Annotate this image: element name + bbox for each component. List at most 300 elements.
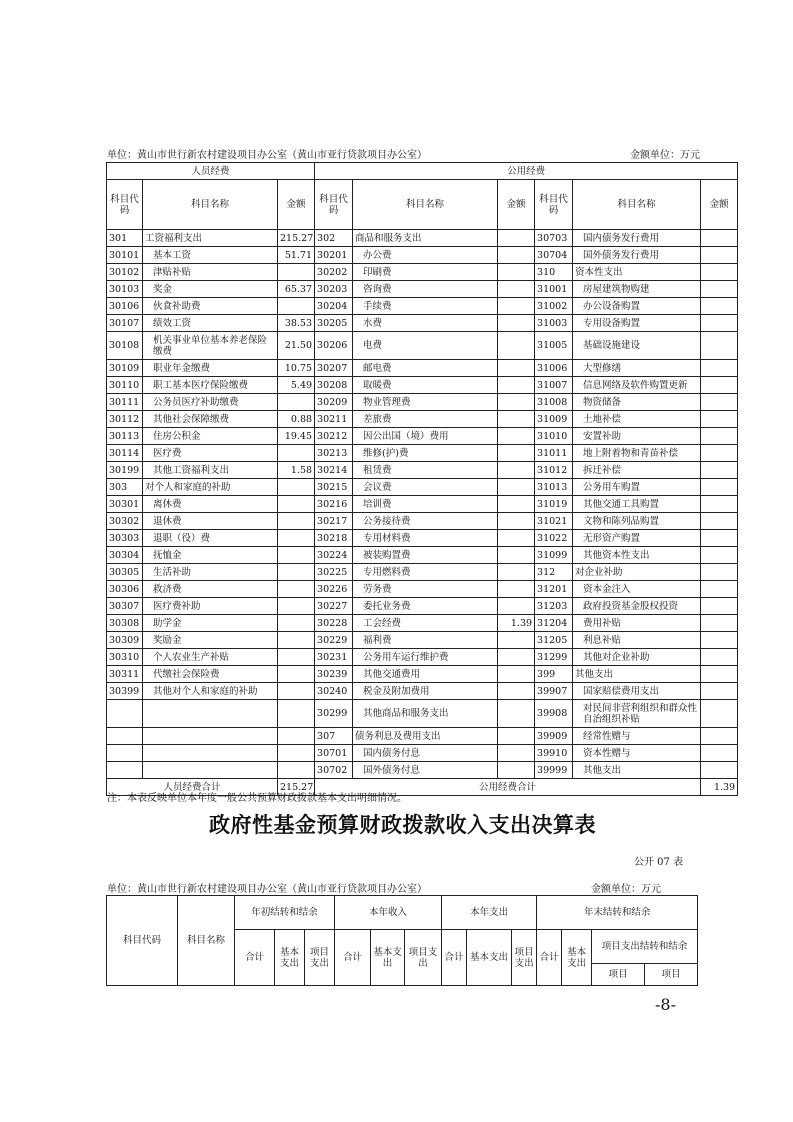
header-total: 合计: [335, 930, 371, 986]
cell-amount: [498, 598, 535, 615]
cell-name: 因公出国（境）费用: [353, 428, 498, 445]
cell-amount: 10.75: [278, 360, 315, 377]
cell-name: 其他商品和服务支出: [353, 700, 498, 728]
cell-amount: [701, 547, 738, 564]
cell-code: 31201: [535, 581, 573, 598]
header-basic: 基本支出: [371, 930, 405, 986]
cell-name: 培训费: [353, 496, 498, 513]
cell-name: 专用燃料费: [353, 564, 498, 581]
cell-code: 30217: [315, 513, 353, 530]
cell-name: 其他支出: [573, 666, 701, 683]
cell-amount: [498, 666, 535, 683]
header-code: 科目代码: [535, 180, 573, 230]
table-row: [107, 428, 738, 445]
cell-name: 电费: [353, 332, 498, 360]
cell-code: 31001: [535, 281, 573, 298]
cell-code: 30209: [315, 394, 353, 411]
cell-amount: [701, 666, 738, 683]
page-number: -8-: [655, 995, 676, 1014]
cell-name: 大型修缮: [573, 360, 701, 377]
cell-code: 30108: [107, 332, 143, 360]
cell-code: 31021: [535, 513, 573, 530]
table-row: [107, 496, 738, 513]
cell-amount: [498, 762, 535, 779]
cell-code: 30101: [107, 247, 143, 264]
cell-name: 专用材料费: [353, 530, 498, 547]
header-name: 科目名称: [353, 180, 498, 230]
header-amount: 金额: [498, 180, 535, 230]
column-header-row: [107, 180, 738, 230]
cell-name: 其他资本性支出: [573, 547, 701, 564]
cell-name: 办公设备购置: [573, 298, 701, 315]
cell-code: 30299: [315, 700, 353, 728]
cell-code: [107, 728, 143, 745]
cell-name: 住房公积金: [143, 428, 278, 445]
header-project: 项目支出: [512, 930, 537, 986]
cell-code: 30228: [315, 615, 353, 632]
cell-name: 物资储备: [573, 394, 701, 411]
table-row: [107, 649, 738, 666]
cell-code: 30701: [315, 745, 353, 762]
cell-name: 国外债务付息: [353, 762, 498, 779]
cell-name: 国家赔偿费用支出: [573, 683, 701, 700]
header-basic: 基本支出: [275, 930, 305, 986]
cell-amount: [278, 298, 315, 315]
cell-code: 30113: [107, 428, 143, 445]
table-row: [107, 762, 738, 779]
cell-amount: [498, 496, 535, 513]
cell-name: 取暖费: [353, 377, 498, 394]
cell-amount: [498, 462, 535, 479]
cell-name: 资本性支出: [573, 264, 701, 281]
form-number: 公开 07 表: [634, 857, 684, 868]
cell-name: 文物和陈列品购置: [573, 513, 701, 530]
group-header-row: [107, 163, 738, 180]
cell-amount: [498, 264, 535, 281]
cell-amount: [498, 247, 535, 264]
table-row: [107, 315, 738, 332]
cell-code: 30229: [315, 632, 353, 649]
cell-code: 30109: [107, 360, 143, 377]
cell-amount: [278, 683, 315, 700]
table-row: [107, 479, 738, 496]
cell-name: 印刷费: [353, 264, 498, 281]
cell-name: 救济费: [143, 581, 278, 598]
table-row: [107, 683, 738, 700]
cell-amount: [278, 496, 315, 513]
table-row: [107, 377, 738, 394]
cell-amount: [278, 547, 315, 564]
cell-code: 30201: [315, 247, 353, 264]
cell-name: 其他社会保障缴费: [143, 411, 278, 428]
cell-name: 生活补助: [143, 564, 278, 581]
header-total: 合计: [537, 930, 562, 986]
group-expend: 本年支出: [442, 896, 537, 930]
unit-label-2: 单位：黄山市世行新农村建设项目办公室（黄山市亚行贷款项目办公室）: [107, 884, 427, 895]
cell-name: 差旅费: [353, 411, 498, 428]
cell-amount: [701, 745, 738, 762]
cell-code: 30214: [315, 462, 353, 479]
table-row: [107, 745, 738, 762]
cell-name: 对企业补助: [573, 564, 701, 581]
cell-amount: [278, 598, 315, 615]
table-row: [107, 513, 738, 530]
cell-amount: [701, 530, 738, 547]
cell-amount: [701, 428, 738, 445]
cell-name: 会议费: [353, 479, 498, 496]
cell-name: 其他交通工具购置: [573, 496, 701, 513]
group-income: 本年收入: [335, 896, 442, 930]
cell-code: 30213: [315, 445, 353, 462]
cell-amount: [498, 230, 535, 247]
cell-name: 医疗费补助: [143, 598, 278, 615]
group-end: 年末结转和结余: [537, 896, 698, 930]
cell-amount: [278, 615, 315, 632]
header-item: 项目: [645, 964, 698, 986]
cell-amount: 215.27: [278, 230, 315, 247]
table-row: [107, 247, 738, 264]
cell-name: 利息补贴: [573, 632, 701, 649]
cell-name: 商品和服务支出: [353, 230, 498, 247]
cell-amount: 0.88: [278, 411, 315, 428]
cell-name: 资本金注入: [573, 581, 701, 598]
cell-amount: 51.71: [278, 247, 315, 264]
cell-code: 31008: [535, 394, 573, 411]
cell-code: 30305: [107, 564, 143, 581]
cell-name: 津贴补贴: [143, 264, 278, 281]
cell-name: 奖励金: [143, 632, 278, 649]
cell-name: 工资福利支出: [143, 230, 278, 247]
header-name: 科目名称: [573, 180, 701, 230]
cell-name: 职工基本医疗保险缴费: [143, 377, 278, 394]
cell-name: 公务用车运行维护费: [353, 649, 498, 666]
table-row: [107, 581, 738, 598]
header-amount: 金额: [278, 180, 315, 230]
cell-name: 退职（役）费: [143, 530, 278, 547]
cell-name: 水费: [353, 315, 498, 332]
unit-label: 单位：黄山市世行新农村建设项目办公室（黄山市亚行贷款项目办公室）: [107, 150, 427, 161]
cell-code: 30225: [315, 564, 353, 581]
cell-code: 31099: [535, 547, 573, 564]
cell-amount: [701, 462, 738, 479]
cell-name: 邮电费: [353, 360, 498, 377]
cell-name: 税金及附加费用: [353, 683, 498, 700]
cell-amount: [498, 445, 535, 462]
cell-name: 公务员医疗补助缴费: [143, 394, 278, 411]
table-row: [107, 632, 738, 649]
cell-amount: [498, 581, 535, 598]
cell-code: 30111: [107, 394, 143, 411]
cell-code: 30206: [315, 332, 353, 360]
cell-code: 31007: [535, 377, 573, 394]
cell-name: 债务利息及费用支出: [353, 728, 498, 745]
cell-name: 离休费: [143, 496, 278, 513]
cell-code: 30227: [315, 598, 353, 615]
cell-name: 地上附着物和青苗补偿: [573, 445, 701, 462]
cell-amount: [498, 564, 535, 581]
cell-code: 31204: [535, 615, 573, 632]
cell-code: 31012: [535, 462, 573, 479]
header-total: 合计: [235, 930, 275, 986]
cell-name: 对民间非营利组织和群众性自治组织补贴: [573, 700, 701, 728]
cell-code: 30307: [107, 598, 143, 615]
cell-code: 30308: [107, 615, 143, 632]
header-project-carry: 项目支出结转和结余: [592, 930, 698, 964]
cell-amount: [278, 264, 315, 281]
cell-name: 咨询费: [353, 281, 498, 298]
header-item: 项目: [592, 964, 645, 986]
cell-code: 39910: [535, 745, 573, 762]
cell-amount: 21.50: [278, 332, 315, 360]
cell-amount: [701, 513, 738, 530]
cell-code: 30103: [107, 281, 143, 298]
cell-name: 个人农业生产补贴: [143, 649, 278, 666]
cell-code: 30309: [107, 632, 143, 649]
table-row: [107, 230, 738, 247]
cell-amount: [701, 298, 738, 315]
cell-amount: [498, 377, 535, 394]
cell-name: 其他支出: [573, 762, 701, 779]
table-row: [107, 666, 738, 683]
cell-amount: 38.53: [278, 315, 315, 332]
cell-code: 307: [315, 728, 353, 745]
cell-code: 399: [535, 666, 573, 683]
cell-code: 312: [535, 564, 573, 581]
cell-code: 30205: [315, 315, 353, 332]
cell-code: 302: [315, 230, 353, 247]
cell-name: 手续费: [353, 298, 498, 315]
cell-amount: [701, 598, 738, 615]
cell-amount: [701, 394, 738, 411]
cell-name: 对个人和家庭的补助: [143, 479, 278, 496]
cell-amount: [498, 281, 535, 298]
header-code: 科目代码: [315, 180, 353, 230]
cell-code: 30202: [315, 264, 353, 281]
cell-code: 31013: [535, 479, 573, 496]
table-row: [107, 564, 738, 581]
cell-amount: 65.37: [278, 281, 315, 298]
table-row: [107, 547, 738, 564]
table-row: [107, 728, 738, 745]
cell-amount: [498, 411, 535, 428]
cell-amount: [498, 683, 535, 700]
cell-code: 30301: [107, 496, 143, 513]
cell-name: 福利费: [353, 632, 498, 649]
table-note: 注：本表反映单位本年度一般公共预算财政拨款基本支出明细情况。: [107, 793, 407, 804]
cell-name: 政府投资基金股权投资: [573, 598, 701, 615]
cell-code: 30216: [315, 496, 353, 513]
cell-name: 奖金: [143, 281, 278, 298]
cell-amount: [498, 745, 535, 762]
cell-name: 委托业务费: [353, 598, 498, 615]
cell-amount: 1.58: [278, 462, 315, 479]
cell-amount: [701, 247, 738, 264]
cell-name: 绩效工资: [143, 315, 278, 332]
cell-code: 30702: [315, 762, 353, 779]
cell-amount: [701, 315, 738, 332]
cell-name: 安置补助: [573, 428, 701, 445]
cell-code: 30102: [107, 264, 143, 281]
table-row: [107, 462, 738, 479]
total-public-label: 公用经费合计: [315, 779, 701, 796]
cell-name: 基本工资: [143, 247, 278, 264]
cell-name: 抚恤金: [143, 547, 278, 564]
cell-amount: [701, 445, 738, 462]
basic-expenditure-table: [106, 162, 738, 796]
cell-amount: [498, 315, 535, 332]
cell-amount: [278, 700, 315, 728]
cell-code: 30107: [107, 315, 143, 332]
cell-amount: [278, 632, 315, 649]
cell-amount: [498, 479, 535, 496]
table-row: [107, 332, 738, 360]
cell-code: 30208: [315, 377, 353, 394]
cell-amount: [701, 479, 738, 496]
cell-code: 39908: [535, 700, 573, 728]
cell-code: 30110: [107, 377, 143, 394]
cell-code: 30311: [107, 666, 143, 683]
cell-amount: [701, 230, 738, 247]
cell-amount: [278, 513, 315, 530]
table-row: [107, 394, 738, 411]
cell-code: 31005: [535, 332, 573, 360]
cell-code: 30239: [315, 666, 353, 683]
cell-code: 30106: [107, 298, 143, 315]
cell-name: [143, 728, 278, 745]
cell-amount: [701, 615, 738, 632]
cell-code: 30207: [315, 360, 353, 377]
cell-name: 劳务费: [353, 581, 498, 598]
cell-code: 30302: [107, 513, 143, 530]
cell-code: 30399: [107, 683, 143, 700]
cell-amount: [278, 581, 315, 598]
cell-amount: [278, 762, 315, 779]
cell-name: 助学金: [143, 615, 278, 632]
cell-code: 31002: [535, 298, 573, 315]
header-basic: 基本支出: [467, 930, 512, 986]
cell-name: 经常性赠与: [573, 728, 701, 745]
cell-amount: [701, 360, 738, 377]
cell-name: 被装购置费: [353, 547, 498, 564]
cell-amount: [498, 530, 535, 547]
cell-code: 30240: [315, 683, 353, 700]
cell-name: 物业管理费: [353, 394, 498, 411]
cell-amount: [498, 428, 535, 445]
cell-amount: [498, 298, 535, 315]
cell-amount: [701, 496, 738, 513]
cell-code: 30204: [315, 298, 353, 315]
cell-code: 30224: [315, 547, 353, 564]
table-row: [107, 530, 738, 547]
header-basic: 基本支出: [562, 930, 592, 986]
cell-code: 30303: [107, 530, 143, 547]
cell-amount: [701, 728, 738, 745]
cell-code: 31022: [535, 530, 573, 547]
cell-amount: [701, 632, 738, 649]
group-begin: 年初结转和结余: [235, 896, 335, 930]
cell-amount: 5.49: [278, 377, 315, 394]
cell-name: 房屋建筑物购建: [573, 281, 701, 298]
cell-code: 30704: [535, 247, 573, 264]
cell-amount: 1.39: [498, 615, 535, 632]
cell-code: 31009: [535, 411, 573, 428]
cell-name: 其他交通费用: [353, 666, 498, 683]
cell-code: 31299: [535, 649, 573, 666]
cell-code: 31003: [535, 315, 573, 332]
cell-amount: [278, 564, 315, 581]
cell-amount: [701, 281, 738, 298]
cell-name: [143, 745, 278, 762]
cell-code: 31010: [535, 428, 573, 445]
cell-code: 30304: [107, 547, 143, 564]
cell-code: 30231: [315, 649, 353, 666]
cell-name: 退休费: [143, 513, 278, 530]
cell-amount: [498, 632, 535, 649]
table-row: [107, 264, 738, 281]
cell-amount: [278, 394, 315, 411]
cell-code: [107, 700, 143, 728]
header-project: 项目支出: [405, 930, 442, 986]
cell-code: [107, 745, 143, 762]
cell-amount: [701, 377, 738, 394]
cell-code: 39909: [535, 728, 573, 745]
header-amount: 金额: [701, 180, 738, 230]
cell-amount: [278, 445, 315, 462]
cell-code: 30199: [107, 462, 143, 479]
cell-code: 310: [535, 264, 573, 281]
cell-name: 办公费: [353, 247, 498, 264]
total-public-value: 1.39: [701, 779, 738, 796]
cell-amount: [278, 666, 315, 683]
group-header-row: [107, 896, 698, 930]
cell-name: 其他工资福利支出: [143, 462, 278, 479]
cell-name: [143, 700, 278, 728]
cell-name: 伙食补助费: [143, 298, 278, 315]
cell-name: 代缴社会保险费: [143, 666, 278, 683]
cell-amount: [498, 728, 535, 745]
cell-amount: [701, 581, 738, 598]
cell-amount: [278, 479, 315, 496]
cell-code: 301: [107, 230, 143, 247]
cell-code: 303: [107, 479, 143, 496]
cell-amount: [701, 264, 738, 281]
cell-code: 31019: [535, 496, 573, 513]
cell-code: 30218: [315, 530, 353, 547]
cell-name: 工会经费: [353, 615, 498, 632]
cell-code: 30212: [315, 428, 353, 445]
cell-name: 其他对企业补助: [573, 649, 701, 666]
table-row: [107, 298, 738, 315]
cell-amount: [498, 332, 535, 360]
cell-code: 30310: [107, 649, 143, 666]
cell-name: 信息网络及软件购置更新: [573, 377, 701, 394]
cell-amount: 19.45: [278, 428, 315, 445]
cell-amount: [498, 360, 535, 377]
cell-amount: [498, 700, 535, 728]
table-row: [107, 360, 738, 377]
cell-amount: [701, 649, 738, 666]
cell-amount: [701, 332, 738, 360]
cell-name: 医疗费: [143, 445, 278, 462]
cell-name: 费用补贴: [573, 615, 701, 632]
table-row: [107, 445, 738, 462]
amount-unit-label-2: 金额单位：万元: [591, 884, 661, 895]
cell-code: 30226: [315, 581, 353, 598]
cell-code: 39907: [535, 683, 573, 700]
cell-name: 土地补偿: [573, 411, 701, 428]
cell-name: 无形资产购置: [573, 530, 701, 547]
cell-amount: [498, 547, 535, 564]
